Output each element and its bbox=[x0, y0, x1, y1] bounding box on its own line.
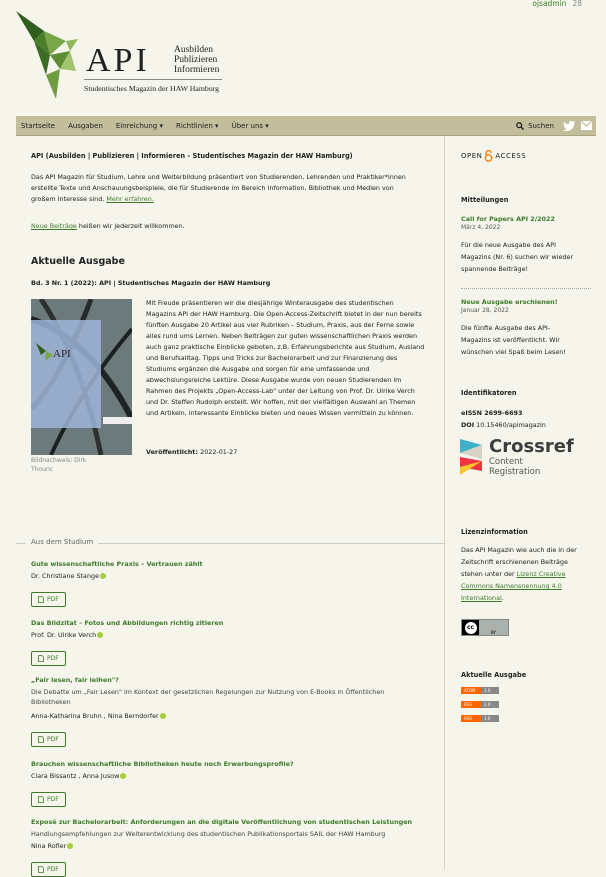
description-line: und Artikeln, interessante Einblicke bieten und neues Wissen vermitteln zu können. bbox=[146, 409, 414, 417]
crossref-text bbox=[489, 437, 574, 477]
nav-issues[interactable]: Ausgaben bbox=[68, 121, 103, 130]
published-date: 2022-01-27 bbox=[200, 448, 238, 456]
eissn: eISSN 2699-6693 bbox=[461, 409, 523, 417]
current-issue-sidebar-heading: Aktuelle Ausgabe bbox=[461, 671, 527, 679]
article-authors bbox=[31, 771, 126, 782]
invite-text: heißen wir jederzeit willkommen. bbox=[78, 222, 185, 230]
license-line: stehen unter der bbox=[461, 570, 515, 578]
pdf-button[interactable] bbox=[31, 588, 66, 607]
issue-description bbox=[146, 298, 436, 419]
license-heading: Lizenzinformation bbox=[461, 528, 528, 536]
authors-text: Prof. Dr. Ulrike Verch bbox=[31, 631, 97, 639]
crossref-line-2: Content bbox=[489, 457, 523, 467]
news-1-date: März 4, 2022 bbox=[461, 224, 501, 231]
doi-value: 10.15460/apimagazin bbox=[476, 421, 546, 429]
doi bbox=[461, 419, 596, 431]
description-line: Magazins API der HAW Hamburg. Die Open-Access-Zeitschrift bietet in der nun bereits bbox=[146, 310, 422, 318]
logo-divider bbox=[84, 79, 222, 80]
feed-badge[interactable] bbox=[461, 701, 499, 708]
crossref-icon bbox=[460, 437, 486, 475]
license-link[interactable]: Lizenz Creative bbox=[516, 570, 566, 578]
feed-type: ATOM bbox=[461, 687, 481, 694]
feed-badge[interactable] bbox=[461, 715, 499, 722]
article-title[interactable]: Brauchen wissenschaftliche Bibliotheken heute noch Erwerbungsprofile? bbox=[31, 760, 294, 768]
identifiers-heading: Identifikatoren bbox=[461, 389, 517, 397]
orcid-icon[interactable] bbox=[67, 843, 73, 849]
article-subtitle: Die Debatte um „Fair Lesen" im Kontext der gesetzlichen Regelungen zur Nutzung von E-Books in Öffentlichen Bibliotheken bbox=[31, 688, 385, 706]
news-1-line: Magazins (Nr. 6) suchen wir wieder bbox=[461, 253, 574, 261]
journal-title: API (Ausbilden | Publizieren | Informieren - Studentisches Magazin der HAW Hamburg) bbox=[31, 152, 353, 160]
logo-taglines bbox=[174, 45, 219, 75]
logo-title: API bbox=[86, 42, 150, 79]
user-menu[interactable] bbox=[532, 0, 582, 8]
orcid-icon[interactable] bbox=[120, 773, 126, 779]
cc-by-badge[interactable] bbox=[461, 619, 509, 636]
article-title[interactable]: „Fair lesen, fair leihen"? bbox=[31, 676, 119, 684]
article-title[interactable]: Exposé zur Bachelorarbeit: Anforderungen an die digitale Veröffentlichung von studentischen Leistungen bbox=[31, 818, 413, 826]
nav-home[interactable]: Startseite bbox=[21, 121, 56, 130]
description-line: und Dr. Steffen Rudolph erstellt. Wir hoffen, mit der vielfältigen Auswahl an Themen bbox=[146, 398, 416, 406]
news-2-date: Januar 28, 2022 bbox=[461, 307, 509, 314]
crossref-logo[interactable] bbox=[460, 437, 574, 477]
issue-cover-image[interactable] bbox=[31, 299, 132, 455]
crossref-word: Crossref bbox=[489, 436, 574, 457]
intro-line-2: erstellte Texte und Anschauungsbeispiele, die für Studierende im Bereich Information, Bibliothek und Medien von bbox=[31, 184, 394, 192]
news-heading: Mitteilungen bbox=[461, 196, 509, 204]
pdf-label: PDF bbox=[47, 796, 59, 803]
tagline-2: Publizieren bbox=[174, 55, 218, 65]
authors-text: Anna-Katharina Bruhn , Nina Berndorfer bbox=[31, 712, 159, 720]
search-label: Suchen bbox=[528, 122, 554, 130]
article-authors bbox=[31, 841, 73, 852]
orcid-icon[interactable] bbox=[97, 632, 103, 638]
pdf-button[interactable] bbox=[31, 647, 66, 666]
current-issue-heading: Aktuelle Ausgabe bbox=[31, 256, 125, 267]
crossref-line-3: Registration bbox=[489, 467, 541, 477]
cc-text: cc bbox=[465, 622, 477, 634]
open-access-lock-icon bbox=[484, 150, 493, 162]
file-icon bbox=[38, 736, 44, 743]
description-line: auch ganz praktische Einblicke geboten, z.B. Erfahrungsberichte aus Studium, Ausland bbox=[146, 343, 425, 351]
description-line: und Berufsalltag. Tipps und Tricks zur Bachelorarbeit und zur Finanzierung des bbox=[146, 354, 398, 362]
twitter-icon[interactable] bbox=[563, 121, 576, 131]
logo-subtitle: Studentisches Magazin der HAW Hamburg bbox=[84, 84, 220, 93]
file-icon bbox=[38, 796, 44, 803]
news-2-line: Die fünfte Ausgabe des API- bbox=[461, 324, 551, 332]
nav-submission[interactable]: Einreichung ▾ bbox=[115, 121, 163, 130]
news-1-line: Für die neue Ausgabe des API bbox=[461, 241, 557, 249]
by-text: BY bbox=[479, 620, 508, 635]
file-icon bbox=[38, 596, 44, 603]
section-heading: Aus dem Studium bbox=[26, 538, 98, 546]
pdf-label: PDF bbox=[47, 866, 59, 873]
file-icon bbox=[38, 866, 44, 873]
article-title[interactable]: Das Bildzitat – Fotos und Abbildungen richtig zitieren bbox=[31, 619, 224, 627]
intro-text-3: großem Interesse sind. bbox=[31, 195, 105, 203]
oa-word-2: ACCESS bbox=[495, 152, 527, 160]
pdf-button[interactable] bbox=[31, 728, 66, 747]
mail-icon[interactable] bbox=[581, 121, 592, 130]
task-count: 28 bbox=[572, 0, 582, 8]
pdf-label: PDF bbox=[47, 655, 59, 662]
search-link[interactable] bbox=[516, 116, 554, 136]
license-line: Das API Magazin wie auch die in der bbox=[461, 546, 577, 554]
description-line: abwechslungsreiche Lektüre. Diese Ausgabe wurde von neuen Studierenden im bbox=[146, 376, 402, 384]
orcid-icon[interactable] bbox=[100, 573, 106, 579]
feed-type: RSS bbox=[461, 715, 481, 722]
feed-type: RSS bbox=[461, 701, 481, 708]
license-link[interactable]: Commons Namensnennung 4.0 bbox=[461, 582, 562, 590]
cover-credit bbox=[31, 456, 86, 474]
issue-published bbox=[146, 447, 237, 458]
intro-line-1: Das API Magazin für Studium, Lehre und Weiterbildung präsentiert von Studierenden, Lehrenden und Praktiker*innen bbox=[31, 173, 406, 181]
article-subtitle: Handlungsempfehlungen zur Weiterentwicklung des studentischen Publikationsportals SAIL der HAW Hamburg bbox=[31, 830, 386, 838]
description-line: Rahmen des Projekts „Open-Access-Lab" unter der Leitung von Prof. Dr. Ulrike Verch bbox=[146, 387, 415, 395]
issue-title[interactable]: Bd. 3 Nr. 1 (2022): API | Studentisches Magazin der HAW Hamburg bbox=[31, 279, 271, 287]
license-link[interactable]: International bbox=[461, 594, 502, 602]
published-label: Veröffentlicht: bbox=[146, 448, 198, 456]
bird-logo-icon bbox=[16, 11, 86, 101]
news-1-title[interactable]: Call for Papers API 2/2022 bbox=[461, 215, 555, 223]
article-authors bbox=[31, 630, 103, 641]
svg-text:API: API bbox=[53, 348, 71, 360]
news-2-title[interactable]: Neue Ausgabe erschienen! bbox=[461, 298, 558, 306]
header bbox=[0, 0, 606, 116]
credit-line-1: Bildnachweis: Dirk bbox=[31, 457, 87, 464]
article-authors bbox=[31, 571, 106, 582]
cc-icon bbox=[462, 620, 479, 635]
oa-word-1: OPEN bbox=[461, 152, 483, 160]
doi-label: DOI bbox=[461, 421, 475, 429]
tagline-3: Informieren bbox=[174, 65, 220, 75]
submission-invite bbox=[31, 221, 185, 232]
description-line: fünften Ausgabe 20 Artikel aus vier Rubriken – Studium, Praxis, aus der Ferne sowie bbox=[146, 321, 415, 329]
feed-badge[interactable] bbox=[461, 687, 499, 694]
more-link[interactable]: Mehr erfahren. bbox=[106, 195, 154, 203]
authors-text: Nina Rofler bbox=[31, 842, 67, 850]
nav-about[interactable]: Über uns ▾ bbox=[231, 121, 269, 130]
description-line: Studiums ergänzen die Ausgabe und sorgen für eine umfassende und bbox=[146, 365, 370, 373]
open-access-logo bbox=[461, 150, 526, 162]
pdf-label: PDF bbox=[47, 596, 59, 603]
license-line: Zeitschrift erschienenen Beiträge bbox=[461, 558, 568, 566]
new-submissions-link[interactable]: Neue Beiträge bbox=[31, 222, 77, 230]
pdf-button[interactable] bbox=[31, 858, 66, 877]
license-text: Das API Magazin wie auch die in der Zeitschrift erschienenen Beiträge stehen unter der Lizenz Creative Commons Namensnennung 4.0 International. bbox=[461, 544, 596, 604]
news-2-line: wünschen viel Spaß beim Lesen! bbox=[461, 348, 566, 356]
pdf-button[interactable] bbox=[31, 788, 66, 807]
nav-policies[interactable]: Richtlinien ▾ bbox=[175, 121, 219, 130]
credit-line-2: Thounc bbox=[31, 466, 54, 473]
feed-version: 1.0 bbox=[481, 687, 499, 694]
file-icon bbox=[38, 655, 44, 662]
feed-version: 2.0 bbox=[481, 701, 499, 708]
orcid-icon[interactable] bbox=[160, 713, 166, 719]
article-authors bbox=[31, 711, 166, 722]
main-nav bbox=[16, 116, 596, 136]
tagline-1: Ausbilden bbox=[174, 45, 214, 55]
authors-text: Dr. Christiane Stange bbox=[31, 572, 99, 580]
username[interactable]: ojsadmin bbox=[532, 0, 567, 8]
article-title[interactable]: Gute wissenschaftliche Praxis – Vertrauen zählt bbox=[31, 560, 203, 568]
description-line: Mit Freude präsentieren wir die diesjährige Winterausgabe des studentischen bbox=[146, 299, 394, 307]
news-1-line: spannende Beiträge! bbox=[461, 265, 529, 273]
news-divider bbox=[461, 288, 591, 289]
feed-version: 1.0 bbox=[481, 715, 499, 722]
authors-text: Clara Bissantz , Anna Jusow bbox=[31, 772, 120, 780]
description-line: alles rund ums Lernen. Neben Beiträgen zur guten wissenschaftlichen Praxis werden bbox=[146, 332, 418, 340]
search-icon bbox=[516, 122, 524, 130]
cover-illustration bbox=[31, 299, 132, 455]
news-2-line: Magazins ist veröffentlicht. Wir bbox=[461, 336, 560, 344]
pdf-label: PDF bbox=[47, 736, 59, 743]
news-1-text bbox=[461, 239, 596, 275]
intro-line-3 bbox=[31, 194, 154, 205]
news-2-text bbox=[461, 322, 596, 358]
